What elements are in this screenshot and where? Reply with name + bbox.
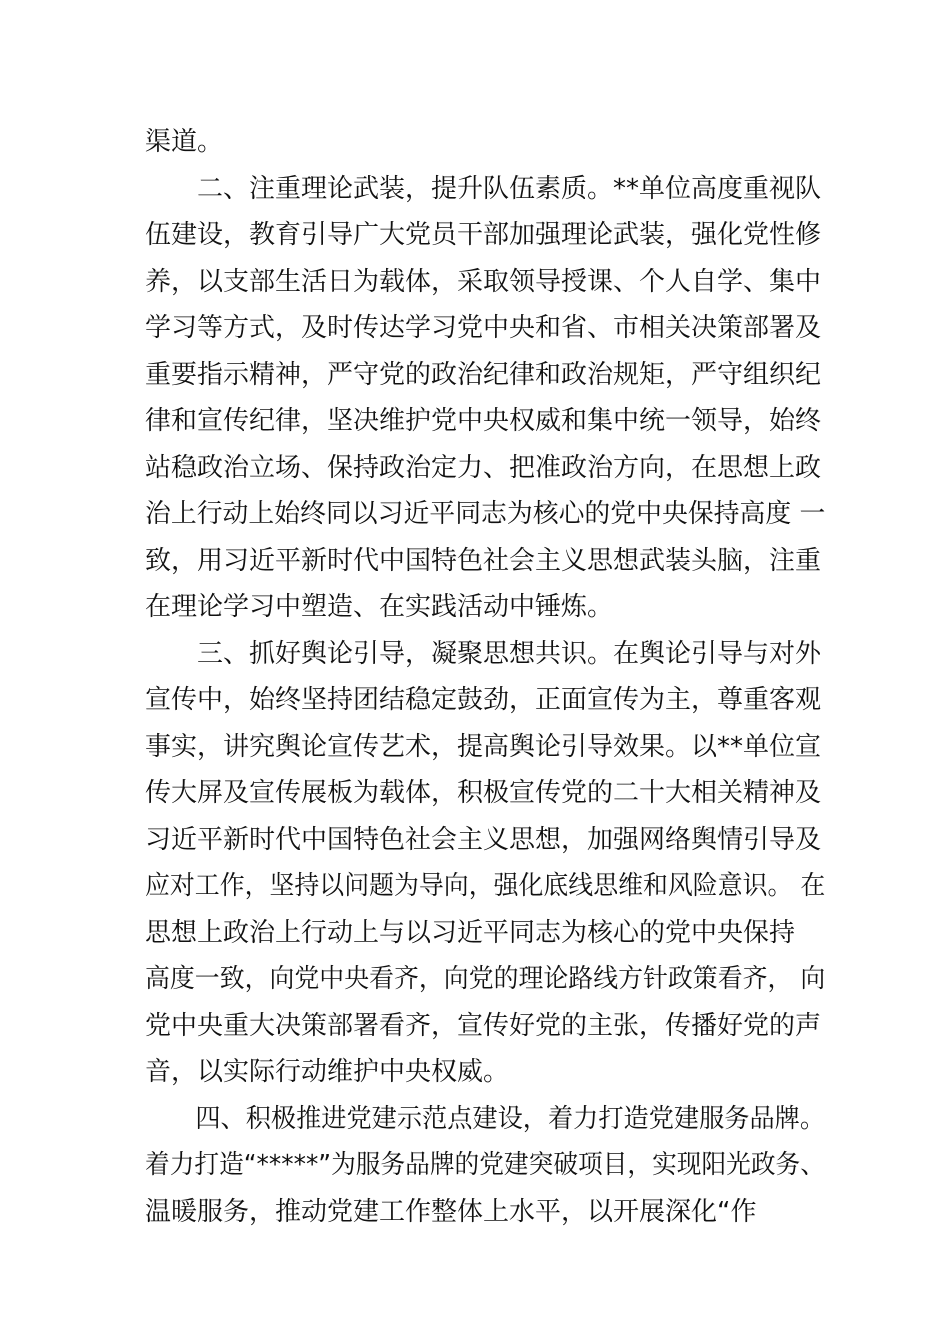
text-line: 学习等方式，及时传达学习党中央和省、市相关决策部署及	[145, 313, 822, 343]
paragraph-first-line: 三、抓好舆论引导，凝聚思想共识。在舆论引导与对外	[197, 638, 822, 669]
text-line: 思想上政治上行动上与以习近平同志为核心的党中央保持	[145, 917, 796, 948]
text-line: 治上行动上始终同以习近平同志为核心的党中央保持高度 一	[145, 499, 826, 529]
text-line: 律和宣传纪律，坚决维护党中央权威和集中统一领导，始终	[145, 406, 822, 436]
text-line: 站稳政治立场、保持政治定力、把准政治方向，在思想上政	[145, 452, 822, 483]
paragraph-first-line: 二、注重理论武装，提升队伍素质。**单位高度重视队	[197, 173, 822, 204]
text-line: 党中央重大决策部署看齐，宣传好党的主张，传播好党的声	[145, 1010, 822, 1041]
text-line: 温暖服务，推动党建工作整体上水平，以开展深化“作	[145, 1196, 757, 1227]
paragraph-first-line: 四、积极推进党建示范点建设，着力打造党建服务品牌。	[195, 1103, 826, 1134]
text-line: 音，以实际行动维护中央权威。	[145, 1057, 510, 1087]
text-line: 应对工作，坚持以问题为导向，强化底线思维和风险意识。 在	[145, 871, 826, 901]
text-line: 渠道。	[145, 127, 224, 157]
text-line: 着力打造“*****”为服务品牌的党建突破项目，实现阳光政务、	[145, 1150, 825, 1180]
text-line: 养，以支部生活日为载体，采取领导授课、个人自学、集中	[145, 266, 822, 297]
text-line: 传大屏及宣传展板为载体，积极宣传党的二十大相关精神及	[145, 778, 822, 808]
text-line: 习近平新时代中国特色社会主义思想，加强网络舆情引导及	[145, 824, 822, 855]
text-line: 在理论学习中塑造、在实践活动中锤炼。	[145, 592, 614, 622]
text-line: 宣传中，始终坚持团结稳定鼓劲，正面宣传为主，尊重客观	[145, 685, 822, 715]
text-line: 高度一致，向党中央看齐，向党的理论路线方针政策看齐， 向	[145, 964, 826, 994]
text-line: 事实，讲究舆论宣传艺术，提高舆论引导效果。以**单位宣	[145, 731, 822, 762]
body-text	[145, 119, 825, 1235]
text-line: 重要指示精神，严守党的政治纪律和政治规矩，严守组织纪	[145, 359, 822, 390]
text-line: 伍建设，教育引导广大党员干部加强理论武装，强化党性修	[145, 220, 822, 250]
text-line: 致，用习近平新时代中国特色社会主义思想武装头脑，注重	[145, 545, 822, 576]
